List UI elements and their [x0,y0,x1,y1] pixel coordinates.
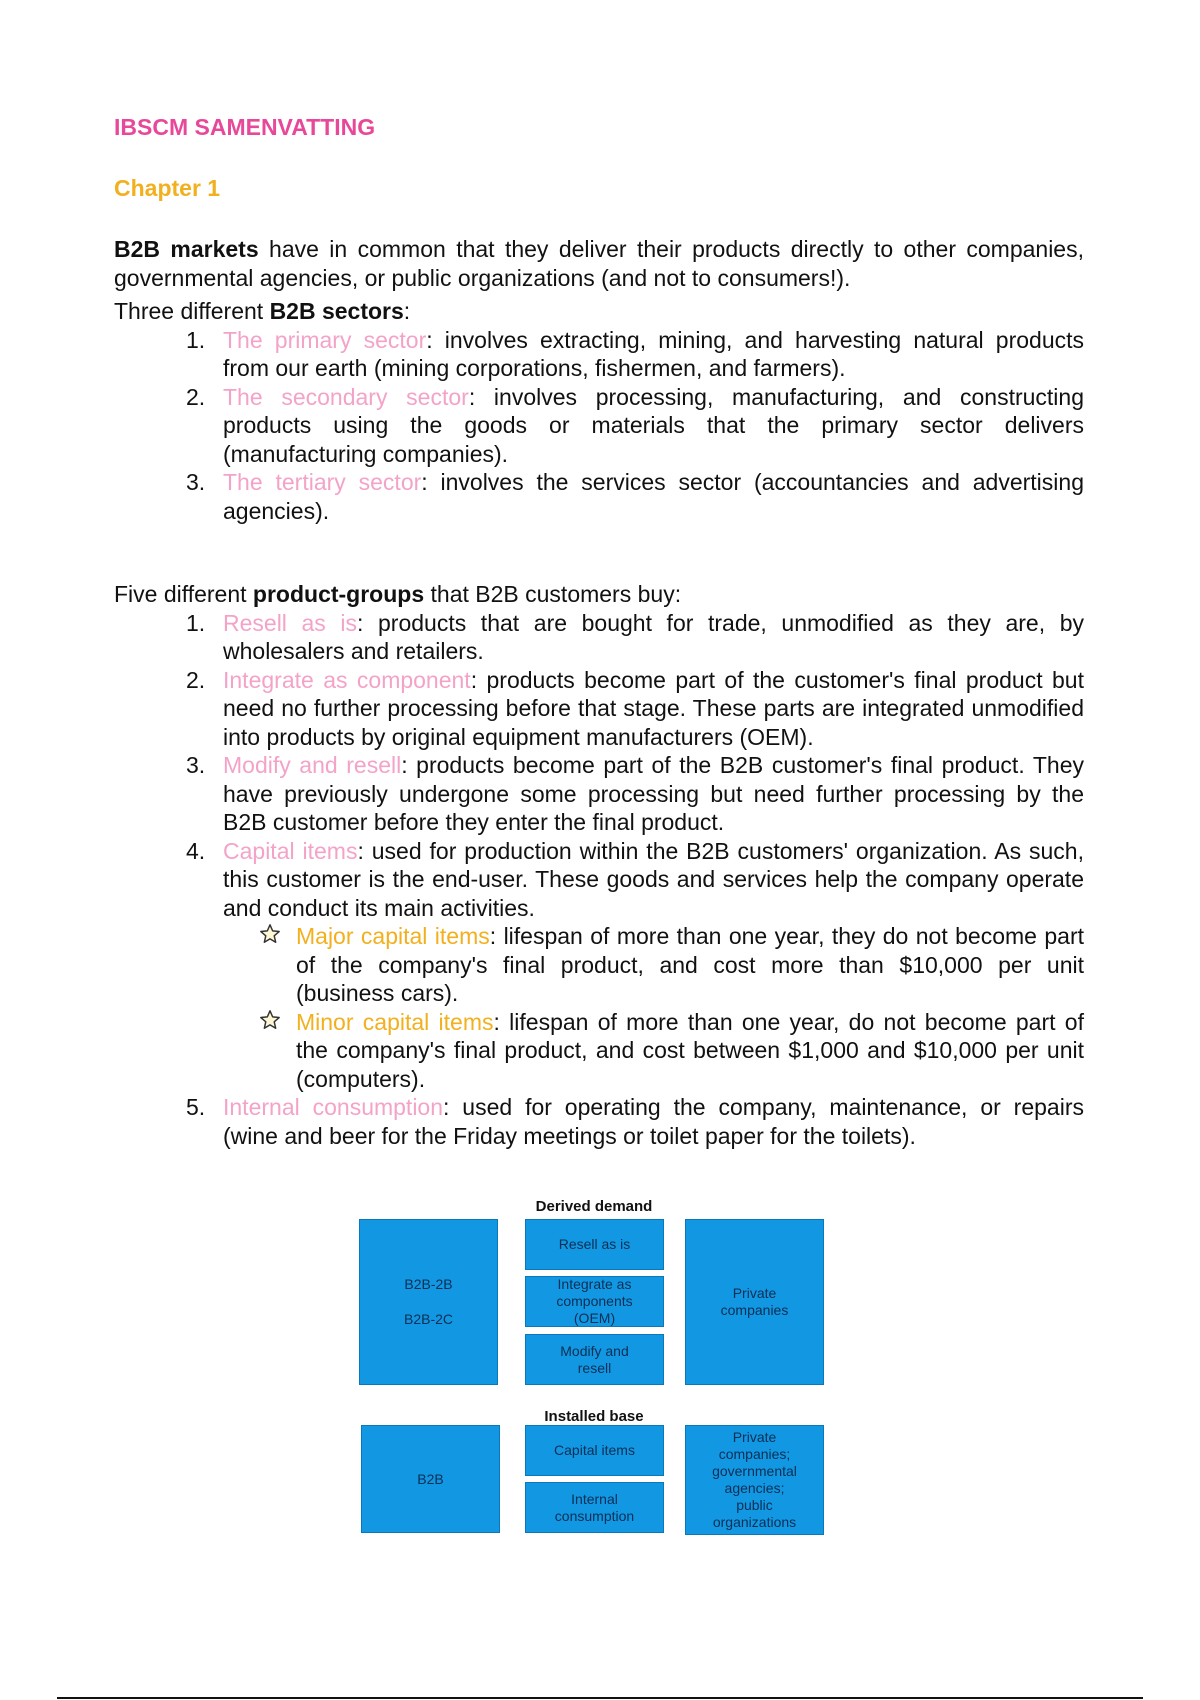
box-line: companies [720,1302,789,1318]
document-title: IBSCM SAMENVATTING [114,114,376,140]
box-line: Resell as is [558,1236,631,1252]
sectors-section [114,297,1084,525]
star-icon [259,923,281,945]
item-number: 2. [186,666,206,693]
products-lead-bold: product-groups [252,581,425,607]
private-companies-box [685,1219,824,1385]
sub-item-text: : lifespan of more than one year, they do not become part of the company's final product, and cost more than $10,000 per unit (business cars). [296,923,1084,1006]
list-item [114,383,1084,469]
intro-text: have in common that they deliver their products directly to other companies, governmental agencies, or public organizations (and not to consumers!). [114,236,1084,291]
box-line: Capital items [554,1442,635,1458]
item-text: : used for production within the B2B customers' organization. As such, this customer is the end-user. These goods and services help the company operate and conduct its main activities. [223,837,1084,921]
item-number: 1. [186,326,206,353]
derived-demand-label: Derived demand [535,1198,653,1215]
box-line: consumption [554,1507,635,1524]
products-lead-text: Five different [114,581,253,607]
box-line: Integrate as [557,1276,632,1292]
item-number: 4. [186,837,206,864]
box-line: Internal [571,1490,618,1507]
item-number: 1. [186,609,206,636]
item-text: : involves extracting, mining, and harvesting natural products from our earth (mining corporations, fishermen, and farmers). [223,326,1085,381]
item-number: 5. [186,1094,206,1120]
item-text: : products become part of the customer's final product but need no further processing before that stage. These parts are integrated unmodified into products by original equipment manufacturers (OEM). [223,666,1084,750]
star-icon [259,1009,281,1031]
box-line: (OEM) [573,1310,616,1326]
box-line: companies; [718,1446,791,1462]
chapter-heading: Chapter 1 [114,175,221,201]
box-line: organizations [712,1514,797,1530]
products-lead [114,580,1084,609]
item-text: : used for operating the company, maintenance, or repairs (wine and beer for the Friday meetings or toilet paper for the toilets). [223,1094,1084,1149]
sub-list-item [223,922,1084,1008]
sub-item-text: : lifespan of more than one year, do not become part of the company's final product, and cost between $1,000 and $10,000 per unit (computers). [296,1008,1084,1092]
item-term: The primary sector [223,326,427,353]
item-term: Resell as is [223,609,358,636]
list-item [114,837,1084,1094]
item-number: 3. [186,469,206,495]
products-list [114,609,1084,1151]
item-text: : involves the services sector (accountancies and advertising agencies). [223,469,1084,524]
sub-item-term: Minor capital items [296,1008,494,1035]
box-line: governmental [712,1463,797,1479]
intro-paragraph [114,235,1084,292]
item-number: 2. [186,383,206,410]
list-item [114,468,1084,525]
sectors-lead [114,297,1084,326]
sub-item-term: Major capital items [296,923,490,949]
list-item [114,666,1084,752]
item-text: : products that are bought for trade, unmodified as they are, by wholesalers and retailers. [223,609,1084,664]
products-lead-end: that B2B customers buy: [424,581,682,607]
item-text: : products become part of the B2B customer's final product. They have previously undergone some processing but need further processing by the B2B customer before they enter the final product. [223,752,1084,835]
item-term: The secondary sector [223,383,469,410]
box-line: components [556,1293,633,1309]
organizations-box [685,1425,824,1535]
box-line: Private [732,1285,777,1301]
box-line: public [736,1497,773,1513]
modify-and-resell-box [525,1334,664,1385]
integrate-as-components-box [525,1276,664,1327]
capital-items-box [525,1425,664,1476]
item-text: : involves processing, manufacturing, and constructing products using the goods or materials that the primary sector delivers (manufacturing companies). [223,383,1084,467]
list-item [114,609,1084,666]
item-term: Capital items [223,837,358,864]
sectors-lead-end: : [403,298,411,324]
footer-divider [57,1697,1143,1699]
intro-term: B2B markets [114,236,259,262]
sectors-lead-text: Three different [114,298,270,324]
internal-consumption-box [525,1482,664,1533]
item-term: Integrate as component [223,666,471,693]
list-item [114,751,1084,837]
resell-as-is-box [525,1219,664,1270]
box-line: B2B [417,1470,444,1487]
item-term: Internal consumption [223,1094,444,1120]
box-line: resell [577,1359,612,1376]
item-number: 3. [186,752,206,778]
installed-base-label: Installed base [544,1408,644,1425]
box-line: agencies; [724,1480,785,1496]
products-section [114,580,1084,1150]
sub-list-item [223,1008,1084,1094]
sectors-lead-bold: B2B sectors [269,298,404,324]
box-line: Modify and [560,1342,629,1359]
list-item [114,326,1084,383]
box-line: B2B-2B [404,1276,453,1292]
capital-items-sublist [223,922,1084,1093]
b2b-box [361,1425,500,1533]
list-item [114,1093,1084,1150]
item-term: The tertiary sector [223,469,422,495]
box-line: Private [732,1429,777,1445]
sectors-list [114,326,1084,526]
b2b-customers-box [359,1219,498,1385]
item-term: Modify and resell [223,752,402,778]
box-line: B2B-2C [403,1311,454,1327]
